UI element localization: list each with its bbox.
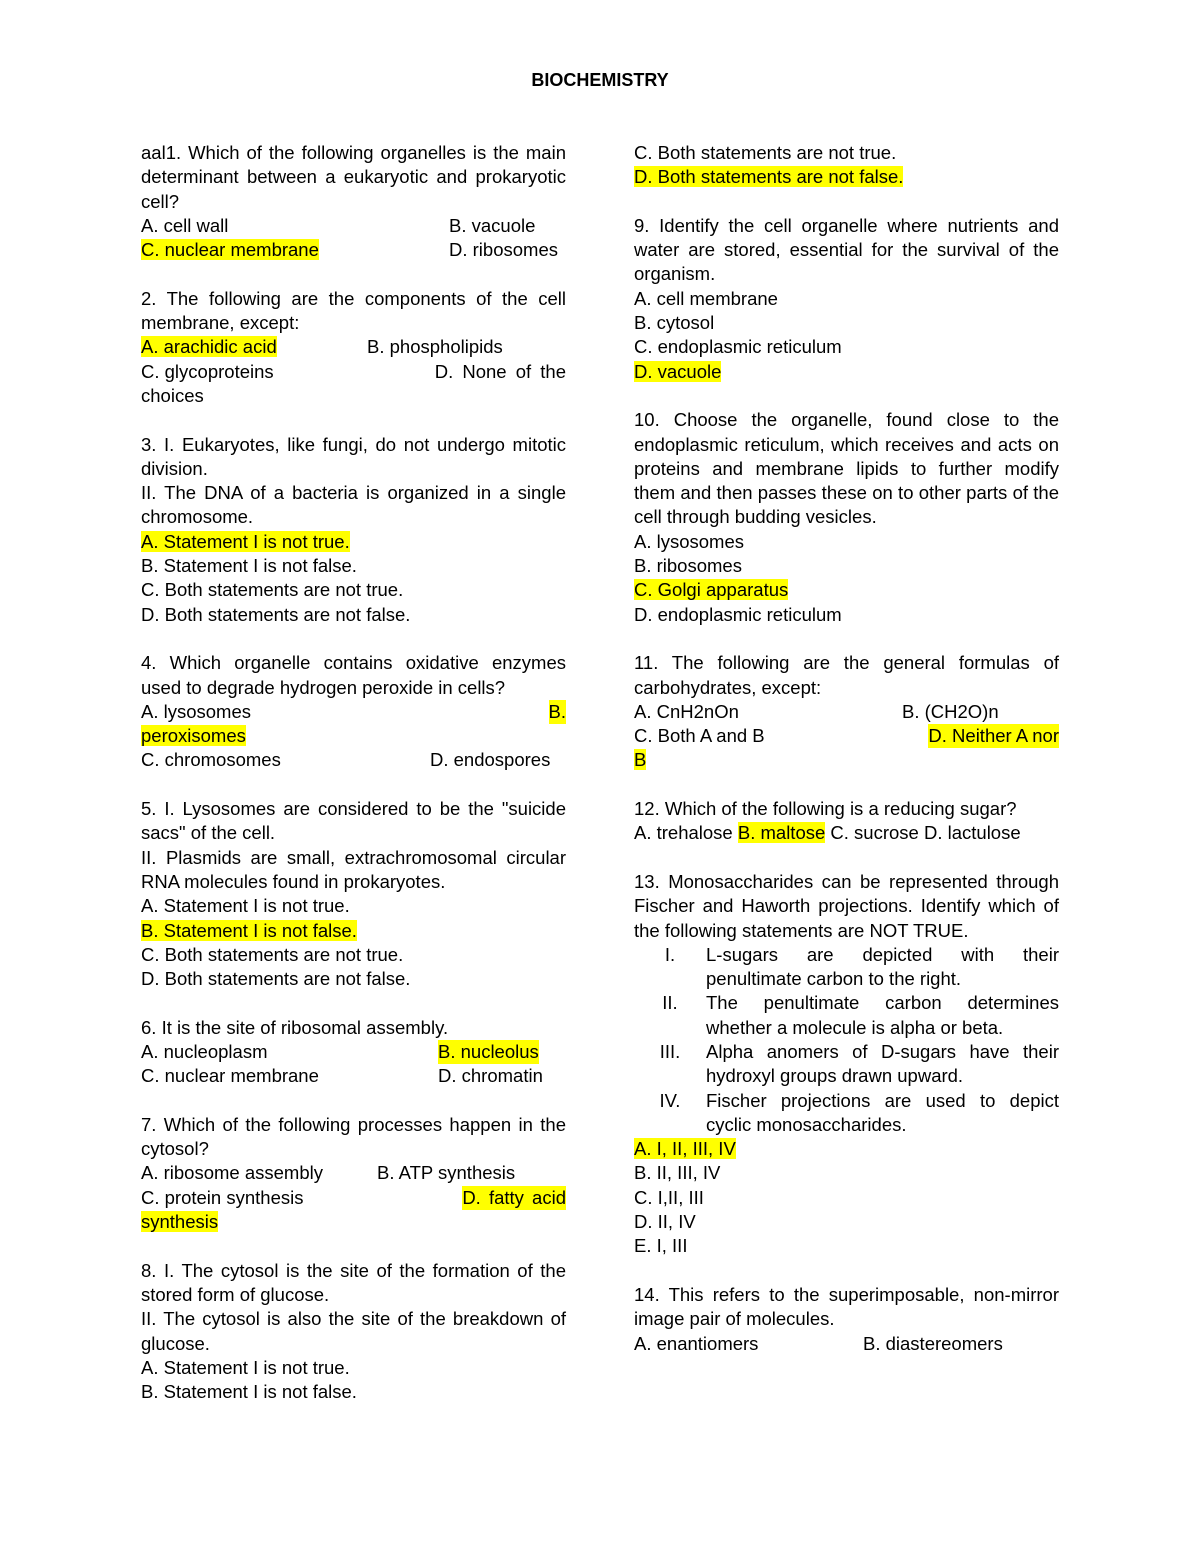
question-14 (634, 1283, 1059, 1356)
option-b-answer: B. (549, 700, 566, 724)
option-a-answer: A. arachidic acid (141, 336, 277, 358)
option-b: B. vacuole (449, 214, 536, 236)
question-8-continued (634, 141, 1059, 190)
option-d: D. chromatin (438, 1065, 543, 1087)
question-stem: 7. Which of the following processes happen in the cytosol? (141, 1113, 566, 1160)
question-12 (634, 797, 1059, 846)
option-a-answer: A. Statement I is not true. (141, 530, 350, 552)
statement-1: 8. I. The cytosol is the site of the formation of the stored form of glucose. (141, 1259, 566, 1305)
question-stem: 14. This refers to the superimposable, non-mirror image pair of molecules. (634, 1283, 1059, 1330)
option-b: B. Statement I is not false. (141, 1381, 357, 1403)
option-b-answer: B. maltose (737, 822, 826, 844)
option-b: B. II, III, IV (634, 1162, 721, 1184)
option-d-answer: D. Both statements are not false. (634, 166, 904, 188)
question-4 (141, 651, 566, 772)
option-b: B. phospholipids (367, 336, 503, 358)
question-5 (141, 797, 566, 991)
option-d: D. endoplasmic reticulum (634, 603, 842, 625)
question-stem: 9. Identify the cell organelle where nutrients and water are stored, essential for the survival of the organism. (634, 214, 1059, 285)
option-c: C. chromosomes (141, 749, 281, 771)
option-d: D. II, IV (634, 1211, 696, 1233)
option-d: D. lactulose (923, 822, 1021, 844)
statement-number: IV. (659, 1089, 681, 1111)
statement-2: II. Plasmids are small, extrachromosomal circular RNA molecules found in prokaryotes. (141, 846, 566, 892)
option-c: C. Both statements are not true. (141, 579, 404, 601)
question-stem: 13. Monosaccharides can be represented through Fischer and Haworth projections. Identify which of the following statements are NOT TRUE. (634, 870, 1059, 941)
question-stem: 2. The following are the components of the cell membrane, except: (141, 287, 566, 334)
option-d: D. endospores (430, 749, 551, 771)
option-a: A. lysosomes (634, 530, 745, 552)
option-a: A. Statement I is not true. (141, 1356, 350, 1378)
question-3 (141, 433, 566, 627)
option-b: B. Statement I is not false. (141, 555, 357, 577)
option-d-answer-continued: B (634, 749, 647, 771)
option-b: B. diastereomers (863, 1332, 1003, 1354)
statement-text: The penultimate carbon determines whether a molecule is alpha or beta. (706, 992, 1059, 1038)
option-b: B. ATP synthesis (377, 1162, 516, 1184)
option-c: C. protein synthesis (141, 1186, 304, 1208)
option-c: C. Both statements are not true. (634, 142, 897, 163)
option-c-answer: C. nuclear membrane (141, 239, 319, 261)
option-c: C. I,II, III (634, 1186, 704, 1208)
question-stem: 10. Choose the organelle, found close to the endoplasmic reticulum, which receives and acts on proteins and membrane lipids to further modify them and then passes these on to other parts of the cell through budding vesicles. (634, 409, 1059, 528)
statement-iv (634, 1089, 1059, 1138)
question-stem: 11. The following are the general formulas of carbohydrates, except: (634, 652, 1059, 698)
option-a: A. lysosomes (141, 700, 252, 722)
option-b: B. cytosol (634, 312, 715, 334)
question-9 (634, 214, 1059, 384)
question-stem: 4. Which organelle contains oxidative enzymes used to degrade hydrogen peroxide in cells? (141, 652, 566, 698)
left-column (141, 141, 566, 1404)
option-d: D. None of the (434, 360, 566, 382)
option-a: A. cell wall (141, 214, 229, 236)
option-b: B. (CH2O)n (902, 700, 999, 722)
option-c: C. Both A and B (634, 725, 765, 747)
option-c: C. nuclear membrane (141, 1065, 319, 1087)
statement-text: L-sugars are depicted with their penultimate carbon to the right. (706, 943, 1059, 990)
question-7 (141, 1113, 566, 1234)
right-column (634, 141, 1059, 1356)
option-a: A. trehalose (634, 822, 733, 844)
statement-1: 5. I. Lysosomes are considered to be the "suicide sacs" of the cell. (141, 798, 566, 844)
option-d-answer: D. Neither A nor (928, 724, 1059, 748)
option-b-answer: B. Statement I is not false. (141, 919, 357, 941)
question-stem: 6. It is the site of ribosomal assembly. (141, 1016, 449, 1038)
option-a: A. CnH2nOn (634, 700, 739, 722)
statement-text: Alpha anomers of D-sugars have their hydroxyl groups drawn upward. (706, 1040, 1059, 1087)
option-a: A. nucleoplasm (141, 1040, 268, 1062)
option-d-answer-continued: synthesis (141, 1211, 219, 1233)
option-a: A. Statement I is not true. (141, 895, 350, 917)
option-a: A. enantiomers (634, 1332, 759, 1354)
option-c: C. glycoproteins (141, 360, 274, 382)
statement-2: II. The cytosol is also the site of the breakdown of glucose. (141, 1308, 566, 1354)
statement-2: II. The DNA of a bacteria is organized in a single chromosome. (141, 482, 566, 528)
question-13 (634, 870, 1059, 1259)
option-d-answer: D. fatty acid (462, 1186, 566, 1210)
option-a-answer: A. I, II, III, IV (634, 1138, 736, 1160)
statement-1: 3. I. Eukaryotes, like fungi, do not undergo mitotic division. (141, 433, 566, 479)
statement-text: Fischer projections are used to depict cyclic monosaccharides. (706, 1089, 1059, 1135)
question-11 (634, 651, 1059, 772)
statement-iii (634, 1040, 1059, 1089)
statement-number: II. (662, 992, 678, 1014)
option-a: A. ribosome assembly (141, 1162, 323, 1184)
page-title: BIOCHEMISTRY (531, 70, 669, 90)
option-e: E. I, III (634, 1235, 688, 1257)
statement-i (634, 943, 1059, 992)
statement-number: I. (664, 943, 676, 965)
option-b-answer-continued: peroxisomes (141, 725, 246, 747)
option-b-answer: B. nucleolus (438, 1040, 539, 1064)
option-d-continued: choices (141, 384, 204, 406)
option-a: A. cell membrane (634, 287, 778, 309)
statement-number: III. (659, 1040, 681, 1062)
option-d-answer: D. vacuole (634, 360, 722, 382)
option-c: C. Both statements are not true. (141, 943, 404, 965)
question-6 (141, 1016, 566, 1089)
option-c: C. endoplasmic reticulum (634, 336, 842, 358)
option-d: D. Both statements are not false. (141, 603, 411, 625)
question-10 (634, 408, 1059, 627)
question-stem: 12. Which of the following is a reducing sugar? (634, 798, 1017, 820)
option-d: D. Both statements are not false. (141, 968, 411, 990)
question-8 (141, 1259, 566, 1405)
option-c-answer: C. Golgi apparatus (634, 579, 789, 601)
question-2 (141, 287, 566, 408)
statement-ii (634, 991, 1059, 1040)
question-1 (141, 141, 566, 262)
option-b: B. ribosomes (634, 555, 742, 577)
option-c: C. sucrose (830, 822, 919, 844)
question-stem: aal1. Which of the following organelles is the main determinant between a eukaryotic and prokaryotic cell? (141, 142, 566, 212)
option-d: D. ribosomes (449, 239, 558, 261)
